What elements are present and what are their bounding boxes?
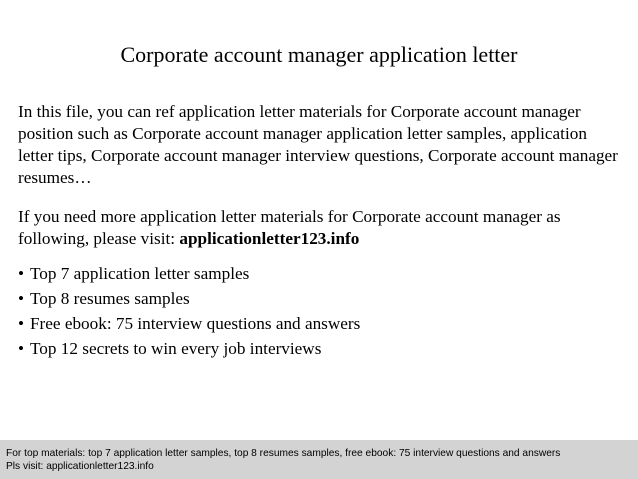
list-item-label: Top 7 application letter samples — [30, 264, 250, 283]
footer-line-materials: For top materials: top 7 application letter samples, top 8 resumes samples, free ebook: 75 interview questions and answers — [6, 448, 561, 459]
list-item — [18, 263, 623, 285]
bullet-list — [18, 263, 623, 360]
bullet-icon: • — [18, 339, 25, 358]
list-item — [18, 288, 623, 310]
intro-paragraph: In this file, you can ref application letter materials for Corporate account manager position such as Corporate account manager application letter samples, application letter tips, Corporate account manager interview questions, Corporate account manager resumes… — [18, 102, 618, 187]
footer-bar — [0, 440, 638, 479]
page-title: Corporate account manager application letter — [120, 42, 518, 67]
list-item-label: Free ebook: 75 interview questions and answers — [30, 314, 361, 333]
visit-paragraph — [18, 206, 623, 250]
visit-paragraph-text: If you need more application letter materials for Corporate account manager as following, please visit: — [18, 207, 561, 248]
list-item-label: Top 8 resumes samples — [30, 289, 190, 308]
website-link[interactable]: applicationletter123.info — [179, 229, 360, 248]
list-item — [18, 313, 623, 335]
list-item-label: Top 12 secrets to win every job interviews — [30, 339, 322, 358]
list-item — [18, 338, 623, 360]
bullet-icon: • — [18, 264, 25, 283]
slide-body — [18, 101, 623, 363]
footer-line-visit: Pls visit: applicationletter123.info — [6, 461, 154, 472]
bullet-icon: • — [18, 289, 25, 308]
bullet-icon: • — [18, 314, 25, 333]
